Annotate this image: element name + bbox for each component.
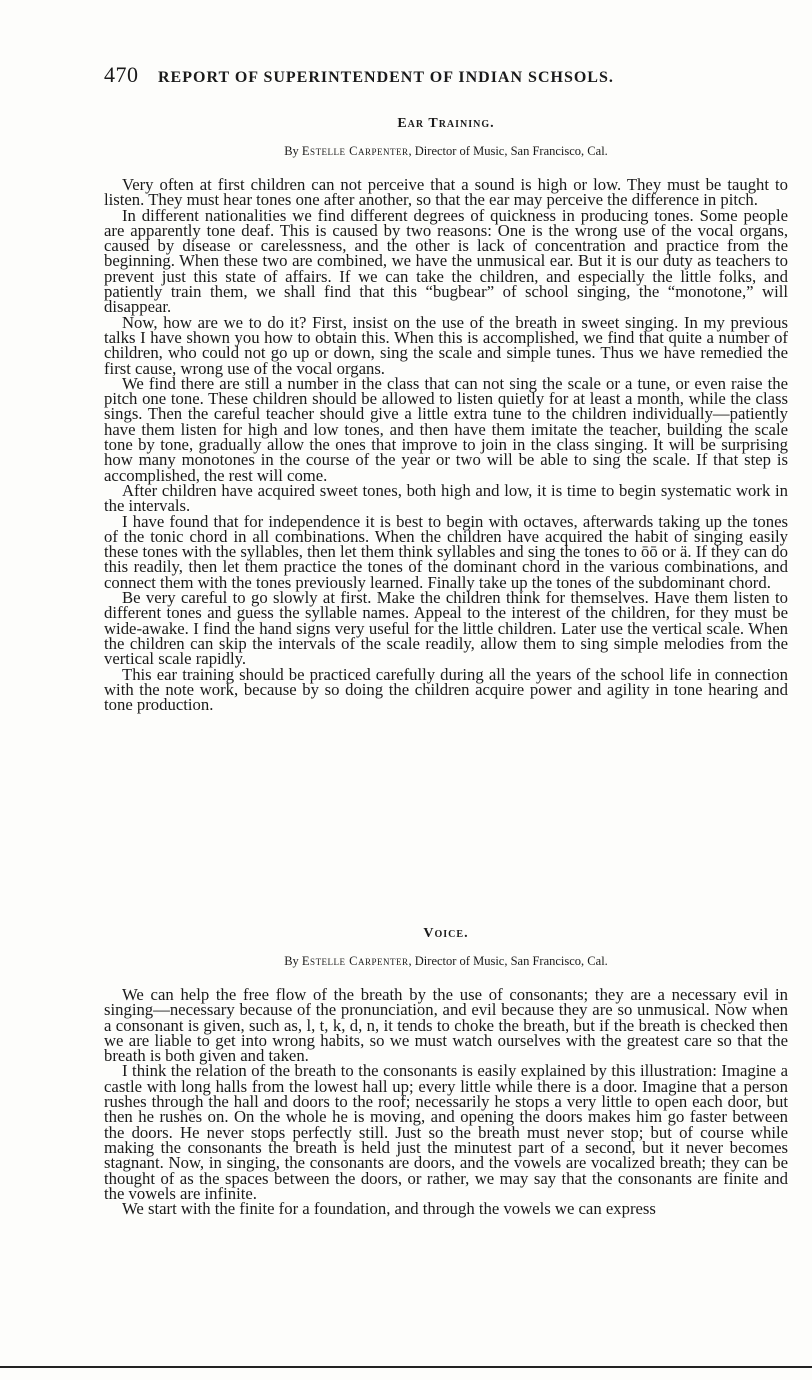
paragraph: Very often at first children can not perceive that a sound is high or low. They must be taught to listen. They must hear tones one after another, so that the ear may perceive the difference in pitch. [104, 175, 788, 210]
paragraph: This ear training should be practiced carefully during all the years of the school life in connection with the note work, because by so doing the children acquire power and agility in tone hearing and tone production. [104, 664, 788, 715]
byline-author: Estelle Carpenter [301, 954, 409, 968]
running-head [104, 62, 794, 88]
section-voice [104, 926, 788, 1219]
paragraph: We can help the free flow of the breath by the use of consonants; they are a necessary evil in singing—necessary because of the pronunciation, and evil because they are so unmusical. Now when a consonant is given, such as, l, t, k, d, n, it tends to choke the breath, but if the breath is checked then we are liable to get into wrong habits, so we must watch ourselves with the greatest care so that the breath is both given and taken. [104, 985, 788, 1066]
paragraph: We start with the finite for a foundation, and through the vowels we can express [122, 1199, 656, 1219]
byline-rest: , Director of Music, San Francisco, Cal. [408, 144, 608, 158]
section-title: Ear Training. [397, 116, 495, 131]
byline-prefix: By [284, 144, 302, 158]
paragraph: After children have acquired sweet tones, both high and low, it is time to begin systematic work in the intervals. [104, 480, 788, 516]
section-title: Voice. [423, 926, 469, 941]
byline-author: Estelle Carpenter [301, 144, 409, 158]
paragraph: I think the relation of the breath to the consonants is easily explained by this illustration: Imagine a castle with long halls from the lowest hall up; every little while there is a door. Imagine that a person rushes through the hall and doors to the roof; necessarily he stops a very little to open each door, but then he rushes on. On the whole he is moving, and opening the doors makes him go faster between the doors. He never stops perfectly still. Just so the breath must never stop; but of course while making the consonants the breath is held just the minutest part of a second, but it never becomes stagnant. Now, in singing, the consonants are doors, and the vowels are vocalized breath; they can be thought of as the spaces between the doors, or rather, we may say that the consonants are finite and the vowels are infinite. [104, 1061, 788, 1203]
byline-rest: , Director of Music, San Francisco, Cal. [408, 954, 608, 968]
page-bottom-rule [0, 1366, 812, 1368]
section-ear-training [104, 116, 788, 715]
paragraph: We find there are still a number in the class that can not sing the scale or a tune, or even raise the pitch one tone. These children should be allowed to listen quietly for at least a month, while the class sings. Then the careful teacher should give a little extra tune to the children individually—patiently have them listen for high and low tones, and then have them imitate the teacher, building the scale tone by tone, gradually allow the ones that improve to join in the class singing. It will be surprising how many monotones in the course of the year or two will be able to sing the scale. If that step is accomplished, the rest will come. [104, 373, 788, 485]
byline-prefix: By [284, 954, 302, 968]
paragraph: I have found that for independence it is best to begin with octaves, afterwards taking up the tones of the tonic chord in all combinations. When the children have acquired the habit of singing easily these tones with the syllables, then let them think syllables and sing the tones to ōō or ä. If they can do this readily, then let them practice the tones of the dominant chord in the various combinations, and connect them with the tones previously learned. Finally take up the tones of the subdominant chord. [104, 511, 788, 592]
page-number: 470 [104, 62, 139, 87]
paragraph: In different nationalities we find different degrees of quickness in producing tones. Some people are apparently tone deaf. This is caused by two reasons: One is the wrong use of the vocal organs, caused by disease or carelessness, and the other is lack of concentration and practice from the beginning. When these two are combined, we have the unmusical ear. But it is our duty as teachers to prevent just this state of affairs. If we can take the children, and especially the little folks, and patiently train them, we shall find that this “bugbear” of school singing, the “monotone,” will disappear. [104, 205, 788, 317]
paragraph: Be very careful to go slowly at first. Make the children think for themselves. Have them listen to different tones and guess the syllable names. Appeal to the interest of the children, for they must be wide-awake. I find the hand signs very useful for the little children. Later use the vertical scale. When the children can skip the intervals of the scale readily, allow them to sing simple melodies from the vertical scale rapidly. [104, 588, 788, 669]
running-head-title: REPORT OF SUPERINTENDENT OF INDIAN SCHSOLS. [158, 69, 614, 86]
byline [104, 144, 788, 159]
paragraph: Now, how are we to do it? First, insist on the use of the breath in sweet singing. In my previous talks I have shown you how to obtain this. When this is accomplished, we find that quite a number of children, who could not go up or down, sing the scale and simple tunes. Thus we have remedied the first cause, wrong use of the vocal organs. [104, 312, 788, 378]
byline [104, 954, 788, 969]
